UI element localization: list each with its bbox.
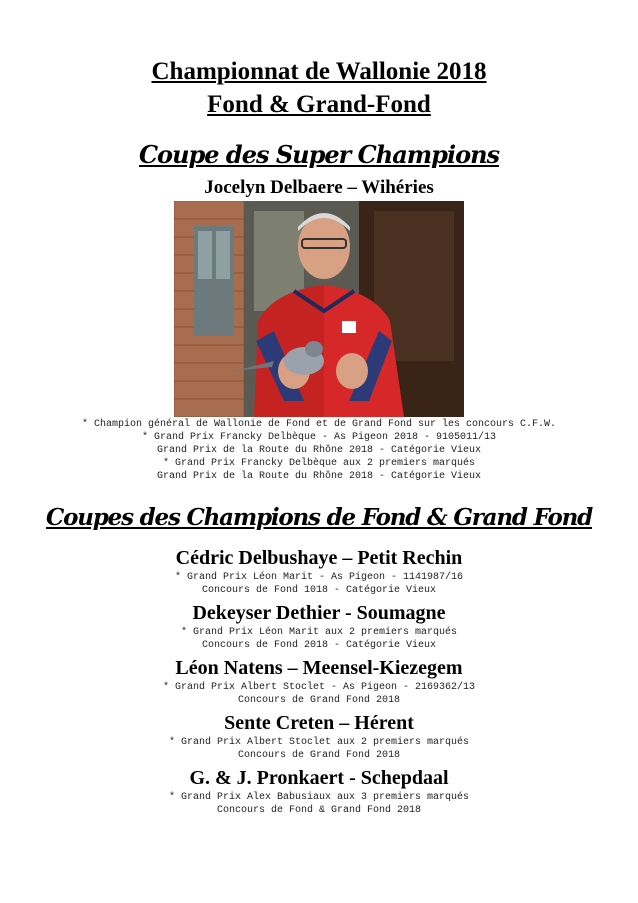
champion-name-5: G. & J. Pronkaert - Schepdaal [189,767,449,789]
champion-4-contest: Concours de Grand Fond 2018 [237,750,401,761]
super-achievement-2: * Grand Prix Francky Delbèque - As Pigeon 2018 - 9105011/13 [141,432,497,443]
super-achievement-3: Grand Prix de la Route du Rhône 2018 - Catégorie Vieux [156,445,482,456]
champion-5-prize: * Grand Prix Alex Babusiaux aux 3 premiers marqués [168,792,470,803]
champion-4-prize: * Grand Prix Albert Stoclet aux 2 premiers marqués [168,737,470,748]
champions-heading: Coupes des Champions de Fond & Grand Fond [45,504,593,531]
champion-photo-illustration [174,201,464,417]
super-achievement-1: * Champion général de Wallonie de Fond et de Grand Fond sur les concours C.F.W. [81,419,557,430]
champion-2-prize: * Grand Prix Léon Marit aux 2 premiers marqués [180,627,458,638]
champion-name-2: Dekeyser Dethier - Soumagne [192,602,446,624]
document-title-line1: Championnat de Wallonie 2018 [151,58,487,85]
champion-1-prize: * Grand Prix Léon Marit - As Pigeon - 1141987/16 [174,572,464,583]
champion-name-1: Cédric Delbushaye – Petit Rechin [175,547,463,569]
document-title-line2: Fond & Grand-Fond [207,91,431,118]
champion-2-contest: Concours de Fond 2018 - Catégorie Vieux [201,640,437,651]
champion-name-3: Léon Natens – Meensel-Kiezegem [175,657,463,679]
champion-name-4: Sente Creten – Hérent [224,712,414,734]
champion-5-contest: Concours de Fond & Grand Fond 2018 [216,805,422,816]
champion-3-prize: * Grand Prix Albert Stoclet - As Pigeon - 2169362/13 [162,682,476,693]
super-champion-name: Jocelyn Delbaere – Wihéries [204,177,434,198]
champion-1-contest: Concours de Fond 1018 - Catégorie Vieux [201,585,437,596]
super-champions-heading: Coupe des Super Champions [138,140,500,169]
champion-3-contest: Concours de Grand Fond 2018 [237,695,401,706]
super-achievement-4: * Grand Prix Francky Delbèque aux 2 premiers marqués [162,458,476,469]
super-achievement-5: Grand Prix de la Route du Rhône 2018 - Catégorie Vieux [156,471,482,482]
champion-photo [174,201,464,417]
